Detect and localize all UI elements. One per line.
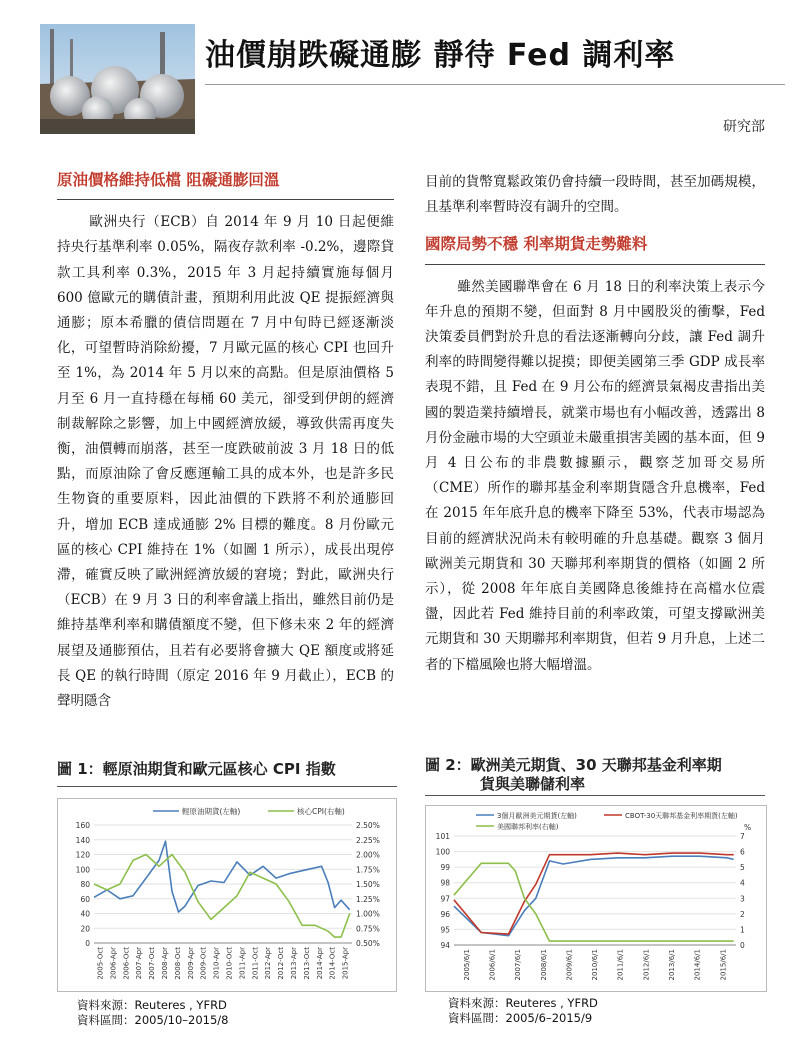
figure2-y-right-tick: 3: [740, 894, 745, 904]
figure1-source: [77, 998, 228, 1028]
figure1-x-tick: 2012-Apr: [264, 947, 273, 980]
left-column: [57, 168, 394, 714]
figure2-legend-label: 美國聯邦利率(右軸): [497, 823, 559, 831]
figure1-y-left-tick: 0: [85, 939, 90, 948]
figure1-x-tick: 2014-Apr: [315, 947, 324, 980]
figure2-x-tick: 2008/6/1: [539, 949, 548, 981]
figure2-title-line2: 貨與美聯儲利率: [480, 775, 586, 793]
figure1-y-left-tick: 40: [80, 909, 90, 919]
figure2-y-left-tick: 97: [440, 894, 450, 904]
author-label: 研究部: [723, 119, 765, 135]
figure2-y-right-tick: 7: [740, 832, 745, 841]
figure1-x-tick: 2012-Oct: [277, 947, 286, 980]
figure2-x-tick: 2007/6/1: [514, 949, 523, 981]
figure2-source-line: 資料來源：Reuteres , YFRD: [448, 996, 598, 1010]
figure1-x-tick: 2007-Oct: [148, 947, 157, 980]
figure2-rule: [425, 795, 765, 796]
figure1-x-tick: 2006-Oct: [122, 947, 131, 980]
figure2-x-tick: 2015/6/1: [719, 949, 728, 981]
figure1-y-right-tick: 1.50%: [356, 880, 380, 889]
figure2-y-left-tick: 95: [440, 925, 450, 935]
figure2-y-right-unit: %: [744, 823, 752, 832]
figure1-x-tick: 2014-Oct: [328, 947, 337, 980]
figure1-y-right-tick: 2.00%: [356, 850, 380, 860]
refinery-photo: [40, 24, 195, 134]
figure2-y-left-tick: 99: [440, 863, 450, 873]
header-photo-refinery: [40, 24, 195, 134]
figure2-series-line: [454, 853, 734, 934]
figure2-range-line: 資料區間：2005/6–2015/9: [448, 1011, 593, 1025]
right-column: [425, 170, 765, 678]
figure1-x-tick: 2005-Oct: [96, 947, 105, 980]
section-heading-rates: 國際局勢不穩 利率期貨走勢難料: [425, 232, 765, 264]
figure1-y-left-tick: 20: [80, 924, 90, 934]
figure1-x-tick: 2007-Apr: [135, 947, 144, 980]
figure1-y-right-tick: 1.25%: [356, 894, 380, 904]
figure2-x-tick: 2010/6/1: [591, 949, 600, 981]
figure2-y-left-tick: 94: [440, 941, 450, 950]
figure1-x-tick: 2011-Apr: [238, 947, 247, 980]
figure2-y-left-tick: 98: [440, 878, 450, 888]
figure2-title-line1: 圖 2：歐洲美元期貨、30 天聯邦基金利率期: [425, 756, 722, 774]
figure2-source: [448, 996, 598, 1026]
figure1-x-tick: 2010-Oct: [225, 947, 234, 980]
figure2-y-left-tick: 96: [440, 909, 450, 919]
figure1-legend-label: 核心CPI(右軸): [297, 807, 345, 816]
figure2-x-tick: 2012/6/1: [642, 949, 651, 981]
figure1-x-tick: 2015-Apr: [341, 947, 350, 980]
right-paragraph: 雖然美國聯準會在 6 月 18 日的利率決策上表示今年升息的預期不變，但面對 8 月中國股災的衝擊，Fed 決策委員們對於升息的看法逐漸轉向分歧，讓 Fed 調升利率的時間變得難以捉摸；即便美國第三季 GDP 成長率表現不錯，且 Fed 在 9 月公布的經濟景氣褐皮書指出美國的製造業持續增長，就業市場也有小幅改善，透露出 8 月份金融市場的大空頭並未嚴重損害美國的基本面，但 9 月 4 日公布的非農數據顯示，觀察芝加哥交易所（CME）所作的聯邦基金利率期貨隱含升息機率，Fed 在 2015 年年底升息的機率下降至 53%，代表市場認為目前的經濟狀況尚未有較明確的升息基礎。觀察 3 個月歐洲美元期貨和 30 天聯邦利率期貨的價格（如圖 2 所示），從 2008 年年底自美國降息後維持在高檔水位震盪，因此若 Fed 維持目前的利率政策，可望支撐歐洲美元期貨和 30 天期聯邦利率期貨，但若 9 月升息，上述二者的下檔風險也將大幅增溫。: [425, 278, 765, 673]
figure1-x-tick: 2006-Apr: [109, 947, 118, 980]
figure1-x-tick: 2009-Oct: [199, 947, 208, 980]
figure1-y-left-tick: 120: [75, 850, 90, 860]
section-heading-oil: 原油價格維持低檔 阻礙通膨回溫: [57, 168, 394, 200]
figure1-x-tick: 2009-Apr: [186, 947, 195, 980]
figure1-x-tick: 2008-Oct: [173, 947, 182, 980]
figure1-y-left-tick: 80: [80, 880, 90, 889]
figure1-y-right-tick: 1.00%: [356, 909, 380, 919]
figure1-x-tick: 2011-Oct: [251, 947, 260, 980]
article-title: 油價崩跌礙通膨 靜待 Fed 調利率: [205, 38, 676, 73]
figure2-y-right-tick: 6: [740, 847, 745, 857]
figure1-y-right-tick: 2.25%: [356, 835, 380, 845]
left-paragraph: 歐洲央行（ECB）自 2014 年 9 月 10 日起便維持央行基準利率 0.05%，隔夜存款利率 -0.2%，邊際貸款工具利率 0.3%，2015 年 3 月起持續實施每個月 600 億歐元的購債計畫，預期利用此波 QE 提振經濟與通膨；原本希臘的債信問題在 7 月中旬時已經逐漸淡化，可望暫時消除紛擾，7 月歐元區的核心 CPI 也回升至 1%，為 2014 年 5 月以來的高點。但是原油價格 5 月至 6 月一直持穩在每桶 60 美元，卻受到伊朗的經濟制裁解除之影響，加上中國經濟放緩，導致供需再度失衡，油價轉而崩落，甚至一度跌破前波 3 月 18 日的低點，而原油除了會反應運輸工具的成本外，也是許多民生物資的重要原料，因此油價的下跌將不利於通膨回升，增加 ECB 達成通膨 2% 目標的難度。8 月份歐元區的核心 CPI 維持在 1%（如圖 1 所示），成長出現停滯，確實反映了歐洲經濟放緩的窘境；對此，歐洲央行（ECB）在 9 月 3 日的利率會議上指出，雖然目前仍是維持基準利率和購債額度不變，但下修未來 2 年的經濟展望及通膨預估，且若有必要將會擴大 QE 額度或將延長 QE 的執行時間（原定 2016 年 9 月截止），ECB 的聲明隱含: [57, 214, 394, 710]
figure2-x-tick: 2009/6/1: [565, 949, 574, 981]
figure1-x-tick: 2010-Apr: [212, 947, 221, 980]
figure1-title: 圖 1：輕原油期貨和歐元區核心 CPI 指數: [57, 760, 336, 778]
figure1-chart-frame: [57, 798, 397, 992]
figure1-y-left-tick: 140: [75, 835, 90, 845]
figure1-y-right-tick: 0.75%: [356, 924, 380, 934]
figure2-legend-label: 3個月歐洲美元期貨(左軸): [497, 812, 577, 820]
figure1-y-left-tick: 60: [80, 894, 90, 904]
figure1-y-right-tick: 0.50%: [356, 939, 380, 948]
figure1-y-left-tick: 100: [75, 865, 90, 875]
figure1-y-right-tick: 1.75%: [356, 865, 380, 875]
figure2-x-tick: 2006/6/1: [488, 949, 497, 981]
right-continuation: 目前的貨幣寬鬆政策仍會持續一段時間，甚至加碼規模，且基準利率暫時沒有調升的空間。: [425, 174, 765, 216]
figure2-y-right-tick: 2: [740, 909, 745, 919]
figure2-y-right-tick: 4: [740, 878, 745, 888]
figure2-chart: [426, 806, 766, 991]
figure1-chart: [58, 799, 396, 991]
figure2-y-right-tick: 0: [740, 941, 745, 950]
figure2-x-tick: 2013/6/1: [668, 949, 677, 981]
figure1-y-left-tick: 160: [75, 821, 90, 830]
figure2-x-tick: 2014/6/1: [693, 949, 702, 981]
figure2-y-right-tick: 1: [740, 925, 745, 935]
figure2-legend-label: CBOT-30天聯邦基金利率期貨(左軸): [625, 812, 738, 820]
figure2-series-line: [454, 856, 734, 936]
figure1-x-tick: 2008-Apr: [161, 947, 170, 980]
figure1-range-line: 資料區間：2005/10–2015/8: [77, 1013, 229, 1027]
figure2-x-tick: 2005/6/1: [462, 949, 471, 981]
figure2-title: [425, 756, 722, 794]
figure2-y-left-tick: 101: [435, 832, 450, 841]
figure1-x-tick: 2013-Apr: [290, 947, 299, 980]
figure1-rule: [57, 786, 397, 787]
figure1-source-line: 資料來源：Reuteres , YFRD: [77, 998, 227, 1012]
figure2-chart-frame: [425, 805, 767, 992]
figure2-y-left-tick: 100: [435, 847, 450, 857]
figure2-y-right-tick: 5: [740, 863, 745, 873]
figure1-x-tick: 2013-Oct: [302, 947, 311, 980]
figure1-y-right-tick: 2.50%: [356, 821, 380, 830]
figure1-legend-label: 輕原油期貨(左軸): [182, 807, 241, 816]
figure1-series-line: [94, 841, 350, 912]
figure2-x-tick: 2011/6/1: [616, 949, 625, 981]
title-divider: [205, 84, 785, 85]
